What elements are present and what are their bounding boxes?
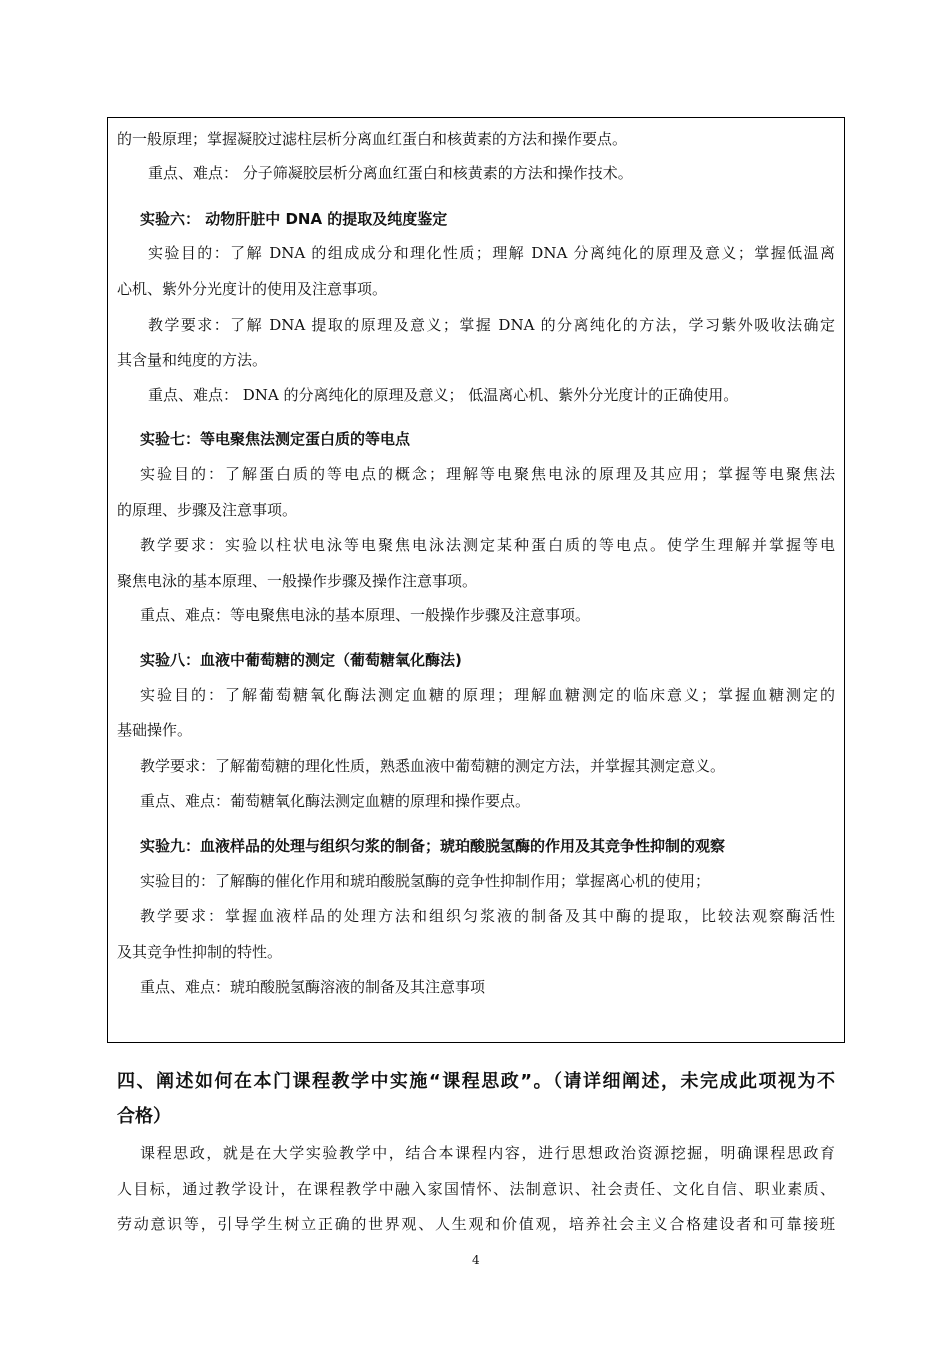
exp8-purpose-line1: 实验目的：了解葡萄糖氧化酶法测定血糖的原理；理解血糖测定的临床意义；掌握血糖测定的 [140,686,835,704]
exp8-requirement: 教学要求：了解葡萄糖的理化性质，熟悉血液中葡萄糖的测定方法，并掌握其测定意义。 [140,757,726,775]
exp6-key-points: 重点、难点： DNA 的分离纯化的原理及意义； 低温离心机、紫外分光度计的正确使用。 [148,386,739,404]
exp7-requirement-line1: 教学要求：实验以柱状电泳等电聚焦电泳法测定某种蛋白质的等电点。使学生理解并掌握等电 [140,536,835,554]
exp7-heading: 实验七：等电聚焦法测定蛋白质的等电点 [140,430,411,448]
exp8-heading: 实验八：血液中葡萄糖的测定（葡萄糖氧化酶法) [140,651,462,669]
exp9-purpose: 实验目的：了解酶的催化作用和琥珀酸脱氢酶的竞争性抑制作用；掌握离心机的使用； [140,872,711,890]
exp9-heading: 实验九：血液样品的处理与组织匀浆的制备；琥珀酸脱氢酶的作用及其竞争性抑制的观察 [140,837,726,855]
section4-paragraph-line3: 劳动意识等，引导学生树立正确的世界观、人生观和价值观，培养社会主义合格建设者和可靠接班 [117,1215,835,1233]
exp9-key-points: 重点、难点：琥珀酸脱氢酶溶液的制备及其注意事项 [140,978,486,996]
page-number: 4 [472,1253,480,1267]
exp8-purpose-line2: 基础操作。 [117,721,193,739]
exp6-purpose-line2: 心机、紫外分光度计的使用及注意事项。 [117,280,388,298]
exp6-heading: 实验六： 动物肝脏中 DNA 的提取及纯度鉴定 [140,210,448,228]
section4-paragraph-line2: 人目标，通过教学设计，在课程教学中融入家国情怀、法制意识、社会责任、文化自信、职业素质、 [117,1180,835,1198]
exp7-purpose-line2: 的原理、步骤及注意事项。 [117,501,298,519]
exp9-requirement-line1: 教学要求：掌握血液样品的处理方法和组织匀浆液的制备及其中酶的提取，比较法观察酶活性 [140,907,835,925]
exp9-requirement-line2: 及其竞争性抑制的特性。 [117,943,283,961]
exp6-requirement-line1: 教学要求：了解 DNA 提取的原理及意义；掌握 DNA 的分离纯化的方法，学习紫外吸收法确定 [148,316,835,334]
section4-paragraph-line1: 课程思政，就是在大学实验教学中，结合本课程内容，进行思想政治资源挖掘，明确课程思政育 [140,1144,835,1162]
exp8-key-points: 重点、难点：葡萄糖氧化酶法测定血糖的原理和操作要点。 [140,792,531,810]
exp6-requirement-line2: 其含量和纯度的方法。 [117,351,268,369]
key-points-text: 重点、难点： 分子筛凝胶层析分离血红蛋白和核黄素的方法和操作技术。 [148,164,633,182]
continued-line: 的一般原理；掌握凝胶过滤柱层析分离血红蛋白和核黄素的方法和操作要点。 [117,130,628,148]
exp7-purpose-line1: 实验目的：了解蛋白质的等电点的概念；理解等电聚焦电泳的原理及其应用；掌握等电聚焦法 [140,465,835,483]
section4-title-line1: 四、阐述如何在本门课程教学中实施“课程思政”。（请详细阐述，未完成此项视为不 [117,1071,835,1092]
exp6-purpose-line1: 实验目的：了解 DNA 的组成成分和理化性质；理解 DNA 分离纯化的原理及意义；掌握低温离 [148,244,835,262]
section4-title-line2: 合格） [117,1106,171,1127]
exp7-requirement-line2: 聚焦电泳的基本原理、一般操作步骤及操作注意事项。 [117,572,478,590]
exp7-key-points: 重点、难点：等电聚焦电泳的基本原理、一般操作步骤及注意事项。 [140,606,591,624]
